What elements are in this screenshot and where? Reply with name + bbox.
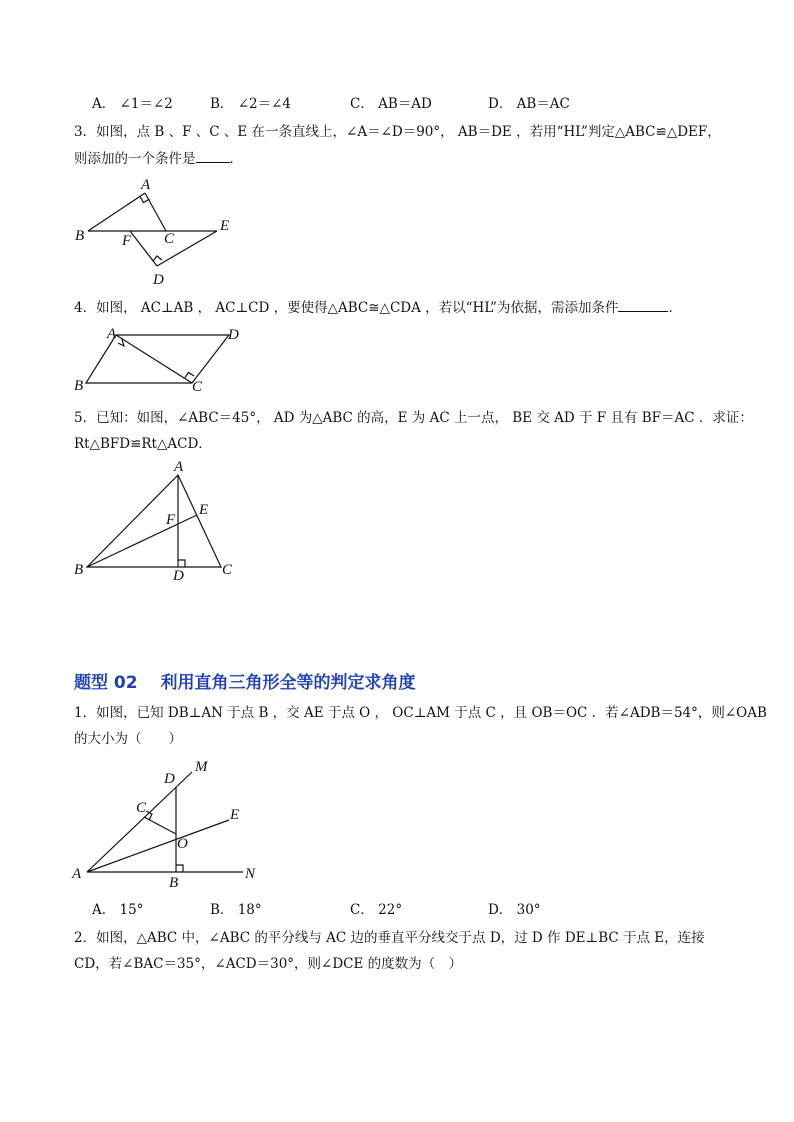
option-text: ∠2＝∠4 <box>237 96 292 112</box>
s2q2-line-1: 2．如图，△ABC 中，∠ABC 的平分线与 AC 边的垂直平分线交于点 D，过 D 作 DE⊥BC 于点 E，连接 <box>74 930 705 946</box>
label-d: D <box>153 272 164 288</box>
label-c: C <box>136 800 147 816</box>
label-b: B <box>169 875 179 891</box>
label-a: A <box>107 326 117 342</box>
q5-line-2: Rt△BFD≌Rt△ACD． <box>74 436 212 452</box>
label-b: B <box>75 228 85 244</box>
s2q1-line-2: 的大小为（ ） <box>74 731 182 747</box>
option-text: AB＝AC <box>516 96 570 112</box>
option-text: 18° <box>237 902 262 918</box>
label-c: C <box>222 562 233 578</box>
right-angle-b <box>176 865 183 872</box>
section-title: 题型 02 利用直角三角形全等的判定求角度 <box>74 673 416 693</box>
s2q1-option-d[interactable] <box>488 900 541 920</box>
s2q1-option-a[interactable] <box>92 900 143 920</box>
label-o: O <box>177 836 188 852</box>
option-label: A． <box>92 902 116 918</box>
label-m: M <box>195 759 208 775</box>
option-text: ∠1＝∠2 <box>119 96 173 112</box>
option-text: 30° <box>516 902 541 918</box>
s2q1-line-1: 1．如图，已知 DB⊥AN 于点 B ，交 AE 于点 O ， OC⊥AM 于点 C ，且 OB＝OC ．若∠ADB＝54°，则∠OAB <box>74 705 767 721</box>
option-text: 22° <box>378 902 403 918</box>
label-c: C <box>164 231 175 247</box>
q3-line-1: 3．如图，点 B 、F 、C 、E 在一条直线上，∠A＝∠D＝90°， AB＝DE ，若用“HL”判定△ABC≌△DEF， <box>74 124 721 140</box>
option-text: 15° <box>119 902 144 918</box>
option-label: C． <box>350 902 374 918</box>
label-d: D <box>164 771 175 787</box>
q4-period: ． <box>668 300 682 316</box>
label-a: A <box>174 459 184 475</box>
label-d: D <box>228 327 239 343</box>
label-e: E <box>199 502 209 518</box>
option-label: C． <box>350 96 374 112</box>
option-text: AB＝AD <box>378 96 432 112</box>
option-label: B． <box>210 96 234 112</box>
label-a: A <box>141 177 151 193</box>
label-f: F <box>122 233 132 249</box>
s2q1-option-b[interactable] <box>210 900 262 920</box>
option-label: D． <box>488 902 513 918</box>
label-e: E <box>230 807 240 823</box>
q3-period: ． <box>229 151 243 167</box>
option-label: D． <box>488 96 513 112</box>
label-c: C <box>192 379 203 395</box>
label-d: D <box>173 568 184 584</box>
label-e: E <box>220 218 230 234</box>
s2q2-line-2: CD，若∠BAC＝35°，∠ACD＝30°，则∠DCE 的度数为（ ） <box>74 956 463 972</box>
option-label: A． <box>92 96 116 112</box>
s2q1-option-c[interactable] <box>350 900 402 920</box>
label-b: B <box>74 378 84 394</box>
ray-ae <box>87 820 229 872</box>
q5-line-1: 5．已知：如图，∠ABC＝45°， AD 为△ABC 的高，E 为 AC 上一点， BE 交 AD 于 F 且有 BF＝AC ．求证： <box>74 410 753 426</box>
label-a: A <box>72 866 82 882</box>
q4-prompt: 4．如图， AC⊥AB ， AC⊥CD ，要使得△ABC≅△CDA ，若以“HL”为依据，需添加条件 <box>74 300 619 316</box>
label-b: B <box>74 562 84 578</box>
q3-prompt: 则添加的一个条件是 <box>74 151 196 167</box>
label-f: F <box>166 512 176 528</box>
option-label: B． <box>210 902 234 918</box>
label-n: N <box>245 866 256 882</box>
